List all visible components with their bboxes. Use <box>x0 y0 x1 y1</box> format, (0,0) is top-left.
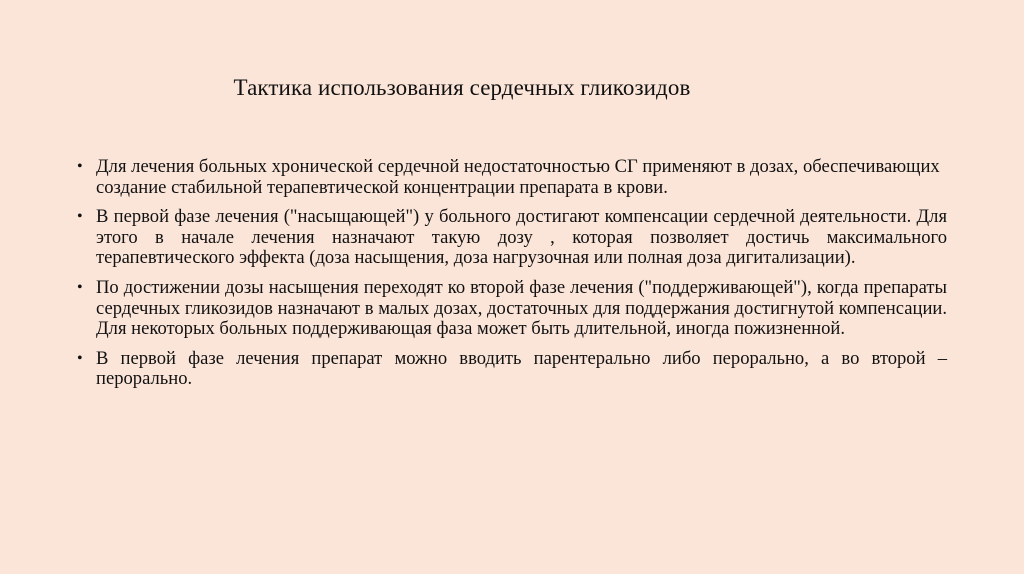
bullet-text: Для лечения больных хронической сердечной недостаточностью СГ применяют в дозах, обеспечивающих создание стабильной терапевтической концентрации препарата в крови. <box>96 156 940 198</box>
bullet-item <box>77 278 947 340</box>
bullet-item <box>77 349 947 390</box>
bullet-text: В первой фазе лечения ("насыщающей") у больного достигают компенсации сердечной деятельности. Для этого в начале лечения назначают такую дозу , которая позволяет достичь максимального терапевтического эффекта (доза насыщения, доза нагрузочная или полная доза дигитализации). <box>96 206 947 269</box>
bullet-text: В первой фазе лечения препарат можно вводить парентерально либо перорально, а во второй – перорально. <box>96 347 947 390</box>
bullet-icon: • <box>77 278 83 296</box>
bullet-list <box>77 157 947 399</box>
bullet-icon: • <box>77 208 83 226</box>
bullet-text: По достижении дозы насыщения переходят ко второй фазе лечения ("поддерживающей"), когда препараты сердечных гликозидов назначают в малых дозах, достаточных для поддержания достигнутой компенсации. Для некоторых больных поддерживающая фаза может быть длительной, иногда пожизненной. <box>96 276 947 340</box>
bullet-icon: • <box>77 349 83 367</box>
bullet-icon: • <box>77 158 83 175</box>
slide-title: Тактика использования сердечных гликозидов <box>233 75 691 100</box>
bullet-item <box>77 207 947 269</box>
bullet-item <box>77 157 947 198</box>
